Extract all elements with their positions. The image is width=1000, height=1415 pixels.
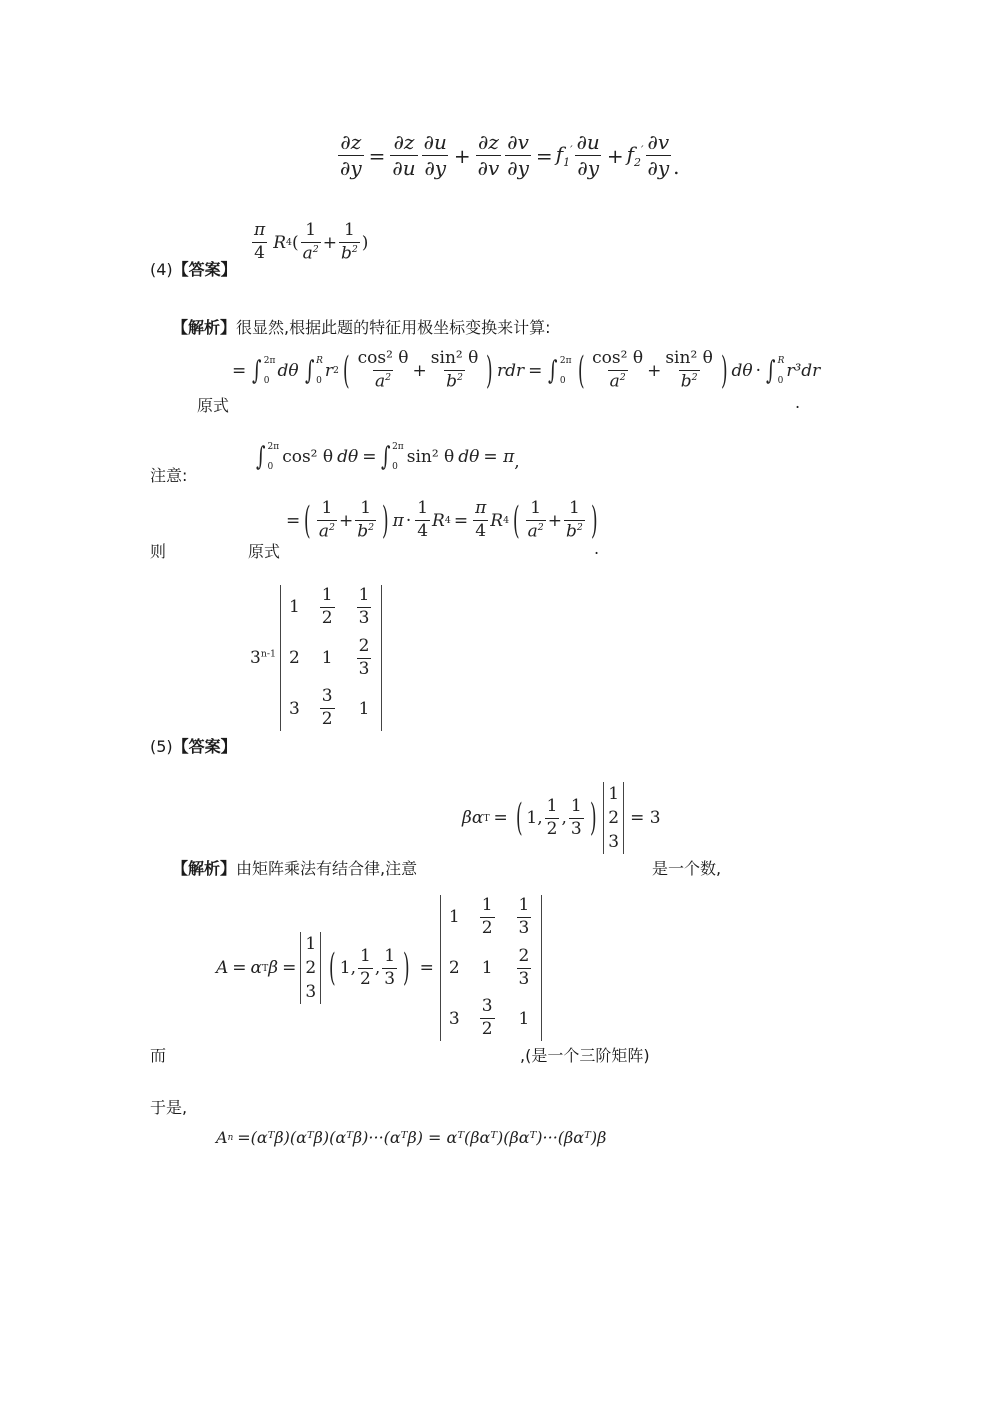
then-label: 则 <box>150 542 167 561</box>
f1-subscript: 1 <box>563 156 571 169</box>
coefficient-base: 3 <box>250 648 261 669</box>
left-paren: ( <box>513 497 520 542</box>
denominator <box>301 242 321 264</box>
vector-entry: 1 <box>526 808 538 828</box>
denominator: ∂v <box>477 156 500 180</box>
r-dr: rdr <box>496 360 525 381</box>
a-symbol: a <box>609 371 620 392</box>
equals-sign: = <box>419 958 434 979</box>
pi-symbol: π <box>392 510 404 531</box>
period: . <box>673 155 680 179</box>
matrix-entry: 1 <box>358 698 370 719</box>
numerator: ∂z <box>340 130 362 154</box>
vector-entry <box>569 795 584 839</box>
square: 2 <box>328 521 335 533</box>
denominator: ∂y <box>340 156 362 180</box>
comma: , <box>537 808 543 828</box>
r-exponent: 4 <box>444 515 451 527</box>
one-over-a2-2 <box>526 500 546 541</box>
equals-sign: = <box>286 510 301 531</box>
left-paren: ( <box>515 795 523 840</box>
denominator: 3 <box>358 607 370 628</box>
dot: · <box>405 510 412 531</box>
numerator: cos² θ <box>592 348 644 368</box>
denominator <box>564 520 585 542</box>
right-paren: ) <box>486 347 493 392</box>
integral-sign: ∫ <box>548 355 558 386</box>
plus-sign: + <box>606 143 624 168</box>
equals-three: = 3 <box>630 808 661 828</box>
numerator: 1 <box>384 945 396 966</box>
item5-answer-formula <box>250 585 382 731</box>
equals-sign: = <box>493 808 508 828</box>
lower-limit: 0 <box>267 462 274 472</box>
numerator: ∂u <box>423 130 447 154</box>
b-symbol: b <box>680 371 692 392</box>
numerator: 1 <box>321 585 333 605</box>
upper-limit: 2π <box>263 355 276 366</box>
equals-sign: = <box>535 143 553 168</box>
one-over-a2 <box>301 222 321 263</box>
item4-answer-formula <box>250 222 368 263</box>
b-symbol: b <box>446 371 458 392</box>
final-area-equation <box>286 497 601 542</box>
r-symbol: r <box>324 360 334 381</box>
one-quarter <box>415 500 430 541</box>
integral-sign: ∫ <box>380 442 391 472</box>
d-theta: dθ <box>277 360 299 381</box>
denominator <box>373 370 393 392</box>
numerator: 1 <box>359 945 371 966</box>
numerator: 1 <box>417 498 429 519</box>
vector-entry: 3 <box>608 832 620 852</box>
alpha-symbol: α <box>250 958 263 979</box>
square: 2 <box>691 371 698 383</box>
right-paren: ) <box>590 497 598 542</box>
numerator: π <box>254 220 266 241</box>
d-theta: dθ <box>458 447 480 467</box>
square: 2 <box>368 521 375 533</box>
matrix-entry: 3 <box>448 1008 460 1029</box>
integral-sign: ∫ <box>304 355 315 386</box>
a-symbol: a <box>527 521 538 542</box>
dz-dv-fraction <box>476 132 502 179</box>
du-dy-fraction-2 <box>575 132 602 179</box>
matrix-entry <box>480 998 495 1039</box>
sin-squared-theta: sin² θ <box>406 447 455 467</box>
beta-alphaT-equation <box>462 782 661 854</box>
numerator: 2 <box>358 635 370 656</box>
denominator <box>339 242 360 264</box>
square: 2 <box>385 371 392 383</box>
equals-sign: = <box>282 958 297 979</box>
matrix-entry: 1 <box>288 597 300 618</box>
a-symbol: A <box>216 1128 228 1147</box>
matrix-entry: 1 <box>518 1008 530 1029</box>
right-paren: ) <box>589 795 597 840</box>
one-over-b2 <box>339 222 360 263</box>
one-over-a2 <box>317 500 337 541</box>
vector-entry <box>382 945 397 989</box>
denominator <box>355 520 376 542</box>
right-paren: ) <box>720 347 728 392</box>
a-symbol: a <box>375 371 386 392</box>
vector-entry <box>358 945 373 989</box>
denominator: 3 <box>358 658 370 679</box>
denominator: ∂y <box>507 156 529 180</box>
and-label: 而 <box>150 1046 167 1065</box>
matrix-entry: 2 <box>448 958 460 979</box>
matrix-entry <box>357 587 372 628</box>
comma: , <box>374 958 381 979</box>
thus-label: 于是, <box>150 1098 188 1117</box>
equals-sign: = <box>453 510 469 531</box>
square: 2 <box>333 365 339 377</box>
matrix-entry: 1 <box>321 648 333 669</box>
numerator: 1 <box>568 498 580 518</box>
item-number: (5) <box>150 737 173 756</box>
coefficient-exponent: n-1 <box>260 648 276 660</box>
dv-dy-fraction-2 <box>646 132 672 179</box>
numerator: 1 <box>321 498 333 518</box>
vector-entry: 1 <box>608 784 620 804</box>
numerator: 1 <box>305 220 317 240</box>
a-symbol: A <box>216 958 229 979</box>
denominator: 2 <box>546 818 558 839</box>
left-paren: ( <box>329 945 336 990</box>
lower-limit: 0 <box>559 375 566 386</box>
upper-limit: 2π <box>392 442 404 452</box>
equals-sign: = <box>362 447 377 467</box>
denominator: ∂y <box>424 156 447 180</box>
denominator <box>444 370 465 392</box>
f2-subscript: 2 <box>634 156 641 169</box>
r-exponent: 4 <box>286 237 292 249</box>
denominator: 2 <box>359 968 371 989</box>
period: . <box>795 393 801 412</box>
square: 2 <box>312 243 319 255</box>
numerator: 1 <box>360 498 372 518</box>
sin2-over-b2-2 <box>663 350 715 391</box>
plus-sign: + <box>453 143 471 168</box>
vector-entry: 2 <box>305 958 317 979</box>
coefficient <box>250 648 276 668</box>
numerator: cos² θ <box>357 348 409 368</box>
comma: , <box>350 958 356 979</box>
left-paren: ( <box>291 232 299 253</box>
right-paren: ) <box>382 497 389 542</box>
numerator: sin² θ <box>665 348 713 368</box>
limits <box>778 356 785 386</box>
f1-term <box>556 142 573 169</box>
row-vector <box>512 795 600 840</box>
numerator: 3 <box>321 686 333 707</box>
analysis-label: 【解析】 <box>172 859 237 878</box>
note-label: 注意: <box>150 466 188 485</box>
limits <box>268 442 280 472</box>
upper-limit: R <box>777 355 785 366</box>
denominator <box>317 520 337 542</box>
equals-sign: = <box>232 360 247 381</box>
denominator: 2 <box>481 1019 493 1040</box>
matrix-entry <box>320 587 335 628</box>
numerator: π <box>475 498 487 519</box>
analysis-text: 由矩阵乘法有结合律,注意 <box>236 859 418 878</box>
f2-prime: ′ <box>641 143 644 157</box>
square: 2 <box>351 243 358 255</box>
plus-sign: + <box>338 510 354 531</box>
transpose-symbol: T <box>262 962 269 974</box>
period: . <box>594 539 600 558</box>
dz-du-fraction <box>390 132 417 179</box>
numerator: 1 <box>530 498 542 518</box>
numerator: ∂v <box>507 130 529 154</box>
upper-limit: 2π <box>559 355 572 366</box>
dv-dy-fraction <box>505 132 531 179</box>
n-exponent: n <box>227 1132 234 1143</box>
right-paren: ) <box>403 945 410 990</box>
one-over-b2 <box>355 500 376 541</box>
denominator: 3 <box>384 968 396 989</box>
analysis-text: 很显然,根据此题的特征用极坐标变换来计算: <box>236 318 551 337</box>
vector-entry: 2 <box>608 808 620 828</box>
numerator: ∂v <box>647 130 670 154</box>
numerator: 1 <box>481 895 493 915</box>
comma: , <box>561 808 567 828</box>
denominator <box>526 520 546 542</box>
numerator: 3 <box>481 996 493 1017</box>
beta-alpha: βα <box>462 808 484 828</box>
numerator: ∂z <box>393 130 415 154</box>
matrix-entry: 3 <box>288 698 300 719</box>
item4-answer-label <box>150 257 237 280</box>
note-equation <box>254 442 520 472</box>
vector-entry: 1 <box>339 958 351 979</box>
one-over-b2-2 <box>564 500 585 541</box>
a-symbol: a <box>318 521 329 542</box>
lower-limit: 0 <box>392 462 398 472</box>
denominator: 4 <box>417 521 429 542</box>
lower-limit: 0 <box>316 375 322 386</box>
column-vector <box>603 782 624 854</box>
column-vector <box>300 932 321 1004</box>
matrix-entry <box>320 688 335 729</box>
f2-symbol: f <box>626 142 634 166</box>
is-a-number: 是一个数, <box>652 859 722 878</box>
chain-rule-equation <box>336 132 680 179</box>
numerator: ∂z <box>478 130 499 154</box>
equals-pi: = π <box>483 447 515 467</box>
limits <box>264 356 276 386</box>
matrix-entry: 1 <box>448 907 460 928</box>
r-symbol: R <box>273 232 286 253</box>
b-symbol: b <box>340 243 352 264</box>
item4-analysis <box>172 315 551 338</box>
square: 2 <box>576 521 583 533</box>
b-symbol: b <box>357 521 369 542</box>
matrix-entry <box>357 635 372 679</box>
equals-sign: = <box>232 958 247 979</box>
square: 2 <box>537 521 544 533</box>
plus-sign: + <box>322 232 337 253</box>
a-symbol: a <box>302 243 313 264</box>
left-paren: ( <box>343 347 350 392</box>
r-cubed-dr: r³dr <box>786 360 821 381</box>
numerator: 1 <box>546 795 558 816</box>
third-order-note: ,(是一个三阶矩阵) <box>520 1046 650 1065</box>
numerator: 1 <box>343 220 355 240</box>
beta-symbol: β <box>268 958 279 979</box>
right-paren: ) <box>361 232 369 253</box>
vector-entry: 1 <box>305 934 317 955</box>
plus-sign: + <box>412 360 427 381</box>
transpose-symbol: T <box>483 812 490 824</box>
a-matrix <box>440 895 542 1041</box>
plus-sign: + <box>647 360 662 381</box>
b-symbol: b <box>565 521 577 542</box>
denominator: ∂y <box>577 156 600 180</box>
pi-over-4 <box>473 500 488 541</box>
polar-integral-equation <box>232 347 821 392</box>
f2-term <box>627 142 644 169</box>
numerator: 1 <box>358 585 370 605</box>
limits <box>392 442 404 472</box>
du-dy-fraction <box>422 132 449 179</box>
matrix-entry <box>517 945 532 989</box>
left-paren: ( <box>577 347 585 392</box>
denominator: 2 <box>321 709 333 730</box>
denominator: 3 <box>518 968 530 989</box>
left-paren: ( <box>304 497 311 542</box>
denominator: 3 <box>570 818 582 839</box>
sin2-over-b2 <box>429 350 481 391</box>
d-theta: dθ <box>337 447 359 467</box>
lower-limit: 0 <box>777 375 784 386</box>
a-power-n-equation <box>216 1128 606 1147</box>
denominator: 4 <box>254 243 265 264</box>
denominator: 2 <box>321 607 333 628</box>
integral-sign: ∫ <box>256 442 266 472</box>
pi-over-4 <box>252 222 267 263</box>
a-power-n-expansion: =(αᵀβ)(αᵀβ)(αᵀβ)···(αᵀβ) = αᵀ(βαᵀ)(βαᵀ)···(βαᵀ)β <box>237 1128 607 1147</box>
denominator: 2 <box>481 917 493 938</box>
denominator <box>679 370 700 392</box>
dz-dy-fraction <box>338 132 364 179</box>
comma: , <box>514 452 520 472</box>
numerator: 2 <box>518 945 530 966</box>
row-vector <box>325 945 413 990</box>
denominator: ∂y <box>647 156 670 180</box>
matrix-entry: 2 <box>288 648 300 669</box>
r-symbol: R <box>432 510 445 531</box>
vector-entry: 3 <box>305 982 317 1003</box>
numerator: 1 <box>570 795 582 816</box>
answer-label: 【答案】 <box>172 737 237 756</box>
denominator <box>608 370 628 392</box>
numerator: ∂u <box>576 130 600 154</box>
numerator: sin² θ <box>430 348 479 368</box>
matrix-entry <box>480 897 495 938</box>
item5-answer-label <box>150 734 237 757</box>
answer-matrix <box>280 585 382 731</box>
analysis-label: 【解析】 <box>172 318 237 337</box>
cos2-over-a2-2 <box>590 350 645 391</box>
upper-limit: R <box>316 355 323 366</box>
matrix-entry: 1 <box>481 958 493 979</box>
f1-prime: ′ <box>570 143 573 157</box>
item5-analysis <box>172 856 417 879</box>
numerator: 1 <box>518 895 530 915</box>
a-matrix-equation <box>216 895 542 1041</box>
cos2-over-a2 <box>356 350 411 391</box>
denominator: ∂u <box>392 156 416 180</box>
answer-label: 【答案】 <box>172 260 237 279</box>
original-label-1: 原式 <box>197 396 230 415</box>
dot: · <box>755 360 762 381</box>
r-symbol: R <box>490 510 504 531</box>
f1-symbol: f <box>555 142 564 166</box>
limits <box>316 356 323 386</box>
item-number: (4) <box>150 260 173 279</box>
matrix-entry <box>517 897 532 938</box>
equals-sign: = <box>368 143 386 168</box>
lower-limit: 0 <box>263 375 270 386</box>
integral-sign: ∫ <box>252 355 262 386</box>
vector-entry <box>545 795 560 839</box>
plus-sign: + <box>547 510 562 531</box>
r-exponent: 4 <box>503 515 510 527</box>
integral-sign: ∫ <box>766 355 776 386</box>
equals-sign: = <box>528 360 543 381</box>
limits <box>560 356 572 386</box>
square: 2 <box>457 371 463 383</box>
denominator: 3 <box>518 917 530 938</box>
original-label-2: 原式 <box>248 542 281 561</box>
denominator: 4 <box>475 521 487 542</box>
square: 2 <box>619 371 626 383</box>
cos-squared-theta: cos² θ <box>282 447 334 467</box>
d-theta: dθ <box>731 360 753 381</box>
upper-limit: 2π <box>267 442 280 452</box>
